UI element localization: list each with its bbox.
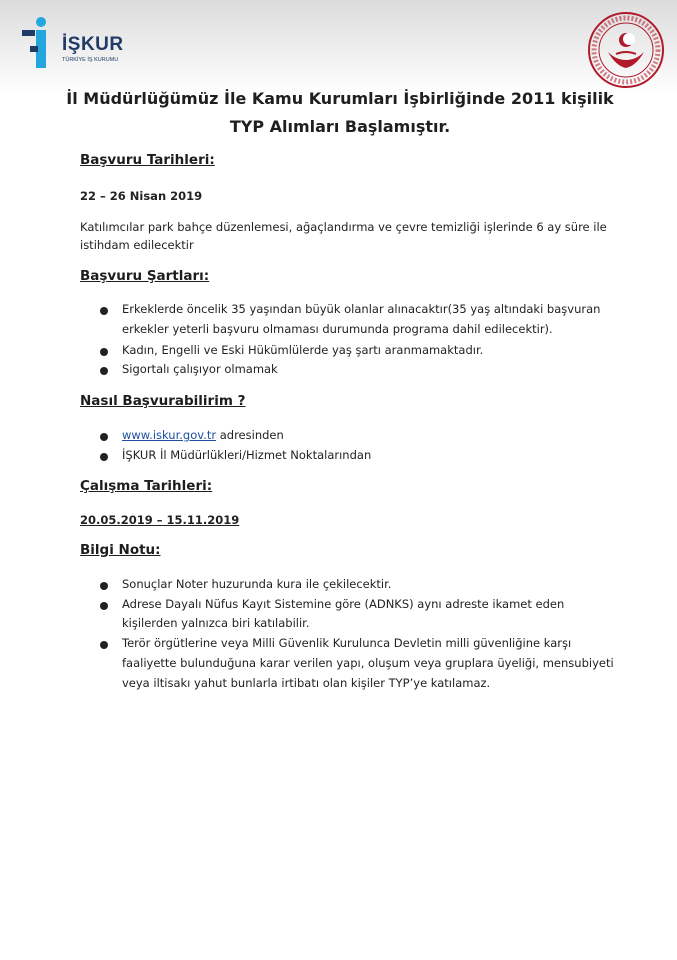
application-date-range: 22 – 26 Nisan 2019 <box>80 189 203 203</box>
iskur-logo <box>22 16 142 76</box>
how-to-apply-item-1 <box>122 426 284 445</box>
section-heading-application-dates: Başvuru Tarihleri: <box>80 152 215 168</box>
section-heading-how-to-apply: Nasıl Başvurabilirim ? <box>80 393 246 409</box>
requirement-item-1-line-2: erkekler yeterli başvuru olmaması durumunda programa dahil edilecektir). <box>122 322 553 336</box>
page-title-line-2: TYP Alımları Başlamıştır. <box>229 117 451 136</box>
requirement-item-2: Kadın, Engelli ve Eski Hükümlülerde yaş şartı aranmamaktadır. <box>122 343 484 357</box>
ministry-seal-icon <box>586 10 666 90</box>
bullet-icon <box>100 307 108 315</box>
bullet-icon <box>100 348 108 356</box>
iskur-logo-subtext: TÜRKİYE İŞ KURUMU <box>62 57 119 63</box>
how-to-apply-item-2: İŞKUR İl Müdürlükleri/Hizmet Noktalarından <box>122 448 372 462</box>
how-to-apply-item-1-text: adresinden <box>216 428 284 442</box>
bullet-icon <box>100 582 108 590</box>
info-note-item-2-line-1: Adrese Dayalı Nüfus Kayıt Sistemine göre (ADNKS) aynı adreste ikamet eden <box>122 597 565 611</box>
iskur-website-link[interactable]: www.iskur.gov.tr <box>122 428 217 442</box>
info-note-item-3-line-1: Terör örgütlerine veya Milli Güvenlik Kurulunca Devletin milli güvenliğine karşı <box>122 636 572 650</box>
requirement-item-3: Sigortalı çalışıyor olmamak <box>122 362 278 376</box>
work-date-range: 20.05.2019 – 15.11.2019 <box>80 513 240 527</box>
application-description-line-1: Katılımcılar park bahçe düzenlemesi, ağaçlandırma ve çevre temizliği işlerinde 6 ay süre ile <box>80 220 607 234</box>
bullet-icon <box>100 602 108 610</box>
requirement-item-1-line-1: Erkeklerde öncelik 35 yaşından büyük olanlar alınacaktır(35 yaş altındaki başvuran <box>122 302 601 316</box>
iskur-logo-text: İŞKUR <box>62 34 124 55</box>
info-note-item-1: Sonuçlar Noter huzurunda kura ile çekilecektir. <box>122 577 392 591</box>
section-heading-info-note: Bilgi Notu: <box>80 542 161 558</box>
bullet-icon <box>100 433 108 441</box>
bullet-icon <box>100 367 108 375</box>
bullet-icon <box>100 641 108 649</box>
section-heading-application-requirements: Başvuru Şartları: <box>80 268 210 284</box>
bullet-icon <box>100 453 108 461</box>
iskur-logo-icon <box>22 16 60 71</box>
application-description-line-2: istihdam edilecektir <box>80 238 194 252</box>
info-note-item-3-line-2: faaliyette bulunduğuna karar verilen yapı, oluşum veya gruplara üyeliği, mensubiyeti <box>122 656 614 670</box>
section-heading-work-dates: Çalışma Tarihleri: <box>80 478 213 494</box>
info-note-item-2-line-2: kişilerden yalnızca biri katılabilir. <box>122 616 310 630</box>
info-note-item-3-line-3: veya iltisakı yahut bunlarla irtibatı olan kişiler TYP’ye katılamaz. <box>122 676 491 690</box>
page-title-line-1: İl Müdürlüğümüz İle Kamu Kurumları İşbirliğinde 2011 kişilik <box>66 89 614 108</box>
